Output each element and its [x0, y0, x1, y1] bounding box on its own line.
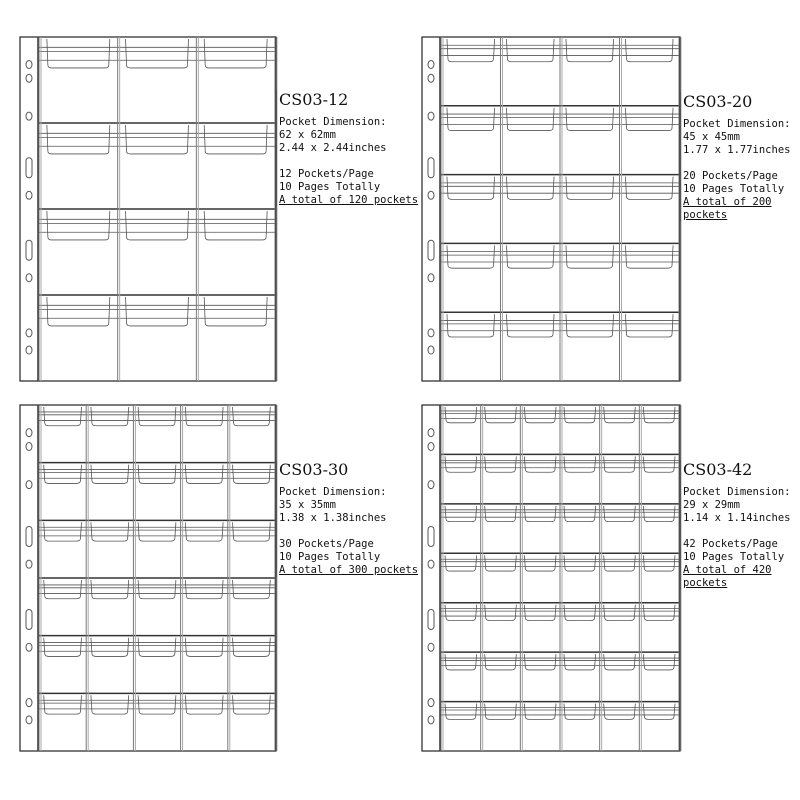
- pockets-total: A total of 200 pockets: [683, 196, 772, 221]
- pocket-sheet-cs03-20: [420, 35, 684, 383]
- dimension-inches: 2.44 x 2.44inches: [279, 142, 387, 154]
- pockets-per-page: 30 Pockets/Page: [279, 538, 374, 550]
- model-title: CS03-12: [279, 90, 349, 109]
- dimension-mm: 35 x 35mm: [279, 499, 336, 511]
- dimension-inches: 1.77 x 1.77inches: [683, 144, 791, 156]
- pocket-sheet-cs03-12: [18, 35, 280, 383]
- model-title: CS03-20: [683, 92, 753, 111]
- dimension-label: Pocket Dimension:: [279, 116, 387, 128]
- pages-total: 10 Pages Totally: [279, 181, 381, 193]
- spec-block-cs03-30: [276, 460, 418, 577]
- pockets-per-page: 20 Pockets/Page: [683, 170, 778, 182]
- dimension-inches: 1.14 x 1.14inches: [683, 512, 791, 524]
- pocket-sheet-cs03-30: [18, 403, 280, 753]
- dimension-inches: 1.38 x 1.38inches: [279, 512, 387, 524]
- model-title: CS03-30: [279, 460, 349, 479]
- dimension-label: Pocket Dimension:: [279, 486, 387, 498]
- model-title: CS03-42: [683, 460, 753, 479]
- pockets-total: A total of 120 pockets: [279, 194, 419, 206]
- spec-block-cs03-42: [680, 460, 800, 590]
- dimension-mm: 45 x 45mm: [683, 131, 740, 143]
- dimension-label: Pocket Dimension:: [683, 486, 791, 498]
- pockets-total: A total of 420 pockets: [683, 564, 772, 589]
- pages-total: 10 Pages Totally: [279, 551, 381, 563]
- pockets-per-page: 42 Pockets/Page: [683, 538, 778, 550]
- pockets-per-page: 12 Pockets/Page: [279, 168, 374, 180]
- dimension-mm: 29 x 29mm: [683, 499, 740, 511]
- pocket-sheet-cs03-42: [420, 403, 684, 753]
- pages-total: 10 Pages Totally: [683, 183, 785, 195]
- dimension-mm: 62 x 62mm: [279, 129, 336, 141]
- spec-block-cs03-20: [680, 92, 800, 222]
- spec-block-cs03-12: [276, 90, 418, 207]
- dimension-label: Pocket Dimension:: [683, 118, 791, 130]
- sheet-border: [422, 37, 680, 381]
- pockets-total: A total of 300 pockets: [279, 564, 419, 576]
- pages-total: 10 Pages Totally: [683, 551, 785, 563]
